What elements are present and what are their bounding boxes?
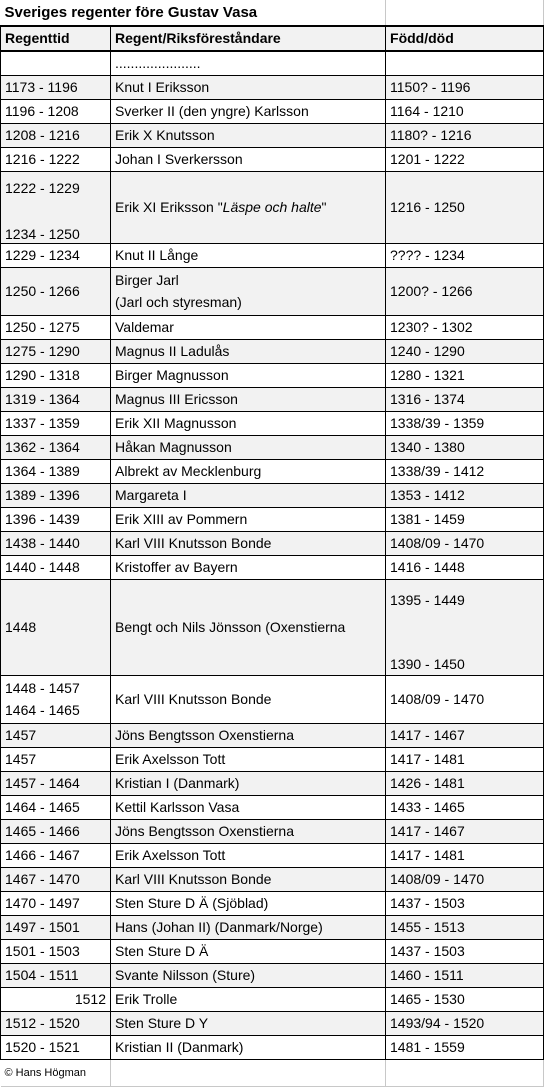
born-died-cell: 1340 - 1380 <box>386 436 544 460</box>
table-row <box>1 532 544 556</box>
born-died-cell: 1417 - 1481 <box>386 748 544 772</box>
born-died-cell: 1417 - 1481 <box>386 844 544 868</box>
table-row <box>1 940 544 964</box>
born-died-cell: 1437 - 1503 <box>386 892 544 916</box>
period-line-2: 1234 - 1250 <box>5 226 80 242</box>
table-row <box>1 916 544 940</box>
born-died-line-1: 1395 - 1449 <box>390 592 465 608</box>
table-row <box>1 268 544 316</box>
regent-cell: Karl VIII Knutsson Bonde <box>111 676 386 724</box>
period-cell: 1466 - 1467 <box>1 844 111 868</box>
born-died-cell: 1230? - 1302 <box>386 316 544 340</box>
regent-name: Erik XI Eriksson " <box>115 199 223 215</box>
born-died-cell: 1338/39 - 1412 <box>386 460 544 484</box>
regent-cell: Magnus III Ericsson <box>111 388 386 412</box>
period-cell: 1512 - 1520 <box>1 1012 111 1036</box>
born-died-cell: 1417 - 1467 <box>386 820 544 844</box>
table-row <box>1 724 544 748</box>
regent-cell: Karl VIII Knutsson Bonde <box>111 532 386 556</box>
born-died-cell: 1465 - 1530 <box>386 988 544 1012</box>
header-period: Regenttid <box>1 26 111 51</box>
regent-cell: Sten Sture D Ä <box>111 940 386 964</box>
table-row <box>1 508 544 532</box>
regent-cell: Håkan Magnusson <box>111 436 386 460</box>
table-row <box>1 364 544 388</box>
regent-cell: Erik Axelsson Tott <box>111 844 386 868</box>
born-died-cell: 1150? - 1196 <box>386 76 544 100</box>
period-cell: 1438 - 1440 <box>1 532 111 556</box>
period-cell: 1464 - 1465 <box>1 796 111 820</box>
period-cell: 1512 <box>1 988 111 1012</box>
table-row <box>1 484 544 508</box>
regent-cell: Kristoffer av Bayern <box>111 556 386 580</box>
table-row <box>1 340 544 364</box>
table-row <box>1 1036 544 1060</box>
regent-cell: Valdemar <box>111 316 386 340</box>
born-died-cell: 1493/94 - 1520 <box>386 1012 544 1036</box>
born-died-cell: 1416 - 1448 <box>386 556 544 580</box>
regent-cell <box>111 172 386 244</box>
period-cell: 1337 - 1359 <box>1 412 111 436</box>
regent-cell: Bengt och Nils Jönsson (Oxenstierna <box>111 580 386 676</box>
born-died-cell: 1338/39 - 1359 <box>386 412 544 436</box>
regent-cell: Sten Sture D Ä (Sjöblad) <box>111 892 386 916</box>
period-cell: 1208 - 1216 <box>1 124 111 148</box>
regent-cell: Jöns Bengtsson Oxenstierna <box>111 724 386 748</box>
table-row <box>1 796 544 820</box>
regent-line-1: Birger Jarl <box>115 272 179 288</box>
born-died-cell <box>386 51 544 76</box>
period-cell: 1465 - 1466 <box>1 820 111 844</box>
header-regent: Regent/Riksföreståndare <box>111 26 386 51</box>
period-cell: 1275 - 1290 <box>1 340 111 364</box>
period-cell: 1504 - 1511 <box>1 964 111 988</box>
table-row <box>1 388 544 412</box>
table-row <box>1 844 544 868</box>
regent-cell: Hans (Johan II) (Danmark/Norge) <box>111 916 386 940</box>
born-died-cell: ???? - 1234 <box>386 244 544 268</box>
born-died-cell: 1408/09 - 1470 <box>386 532 544 556</box>
regent-cell: Kettil Karlsson Vasa <box>111 796 386 820</box>
born-died-line-2: 1390 - 1450 <box>390 656 465 672</box>
table-row <box>1 51 544 76</box>
regent-cell: Erik Axelsson Tott <box>111 748 386 772</box>
regent-cell: Johan I Sverkersson <box>111 148 386 172</box>
born-died-cell: 1316 - 1374 <box>386 388 544 412</box>
regent-line-2: (Jarl och styresman) <box>115 294 242 310</box>
period-cell: 1173 - 1196 <box>1 76 111 100</box>
table-row <box>1 868 544 892</box>
regent-cell: Knut II Långe <box>111 244 386 268</box>
table-row <box>1 772 544 796</box>
empty-cell <box>386 1060 544 1087</box>
table-row <box>1 76 544 100</box>
period-cell: 1250 - 1275 <box>1 316 111 340</box>
empty-cell <box>386 0 544 26</box>
regent-cell: Magnus II Ladulås <box>111 340 386 364</box>
born-died-cell: 1200? - 1266 <box>386 268 544 316</box>
table-row <box>1 964 544 988</box>
born-died-cell: 1180? - 1216 <box>386 124 544 148</box>
table-row <box>1 436 544 460</box>
period-cell: 1364 - 1389 <box>1 460 111 484</box>
period-line-1: 1222 - 1229 <box>5 180 80 196</box>
table-row <box>1 244 544 268</box>
period-cell: 1470 - 1497 <box>1 892 111 916</box>
period-cell: 1467 - 1470 <box>1 868 111 892</box>
table-row <box>1 988 544 1012</box>
regent-cell: Knut I Eriksson <box>111 76 386 100</box>
period-cell <box>1 51 111 76</box>
period-cell: 1216 - 1222 <box>1 148 111 172</box>
regent-cell: Albrekt av Mecklenburg <box>111 460 386 484</box>
table-row <box>1 820 544 844</box>
period-cell <box>1 676 111 724</box>
period-cell: 1396 - 1439 <box>1 508 111 532</box>
born-died-cell: 1455 - 1513 <box>386 916 544 940</box>
period-cell: 1520 - 1521 <box>1 1036 111 1060</box>
period-cell <box>1 172 111 244</box>
regent-cell: Sverker II (den yngre) Karlsson <box>111 100 386 124</box>
copyright-note: © Hans Högman <box>1 1060 111 1087</box>
period-cell: 1497 - 1501 <box>1 916 111 940</box>
period-cell: 1389 - 1396 <box>1 484 111 508</box>
table-row <box>1 124 544 148</box>
born-died-cell: 1417 - 1467 <box>386 724 544 748</box>
regent-cell: Margareta I <box>111 484 386 508</box>
regent-quote-end: " <box>321 199 327 215</box>
period-cell: 1457 <box>1 748 111 772</box>
regent-cell: Sten Sture D Y <box>111 1012 386 1036</box>
table-row <box>1 148 544 172</box>
table-row <box>1 316 544 340</box>
born-died-cell: 1408/09 - 1470 <box>386 868 544 892</box>
table-row <box>1 412 544 436</box>
table-row <box>1 1012 544 1036</box>
table-row <box>1 172 544 244</box>
period-cell: 1448 <box>1 580 111 676</box>
regent-cell: Erik Trolle <box>111 988 386 1012</box>
table-row <box>1 556 544 580</box>
born-died-cell: 1426 - 1481 <box>386 772 544 796</box>
period-cell: 1457 - 1464 <box>1 772 111 796</box>
born-died-cell: 1481 - 1559 <box>386 1036 544 1060</box>
born-died-cell: 1353 - 1412 <box>386 484 544 508</box>
period-cell: 1362 - 1364 <box>1 436 111 460</box>
table-row <box>1 460 544 484</box>
born-died-cell: 1164 - 1210 <box>386 100 544 124</box>
table-row <box>1 580 544 676</box>
born-died-cell: 1381 - 1459 <box>386 508 544 532</box>
table-row <box>1 676 544 724</box>
regent-cell: Kristian II (Danmark) <box>111 1036 386 1060</box>
regent-cell: Svante Nilsson (Sture) <box>111 964 386 988</box>
born-died-cell: 1216 - 1250 <box>386 172 544 244</box>
period-cell: 1319 - 1364 <box>1 388 111 412</box>
regent-cell <box>111 268 386 316</box>
period-cell: 1501 - 1503 <box>1 940 111 964</box>
born-died-cell: 1460 - 1511 <box>386 964 544 988</box>
period-cell: 1229 - 1234 <box>1 244 111 268</box>
period-line-2: 1464 - 1465 <box>5 702 80 718</box>
table-row <box>1 100 544 124</box>
regent-cell: Jöns Bengtsson Oxenstierna <box>111 820 386 844</box>
born-died-cell: 1437 - 1503 <box>386 940 544 964</box>
period-cell: 1250 - 1266 <box>1 268 111 316</box>
table-title: Sveriges regenter före Gustav Vasa <box>1 0 386 26</box>
regent-cell: Kristian I (Danmark) <box>111 772 386 796</box>
regent-cell: Karl VIII Knutsson Bonde <box>111 868 386 892</box>
born-died-cell: 1280 - 1321 <box>386 364 544 388</box>
born-died-cell <box>386 580 544 676</box>
regent-cell: ...................... <box>111 51 386 76</box>
period-cell: 1196 - 1208 <box>1 100 111 124</box>
period-cell: 1290 - 1318 <box>1 364 111 388</box>
regent-cell: Erik X Knutsson <box>111 124 386 148</box>
regent-cell: Erik XII Magnusson <box>111 412 386 436</box>
table-row <box>1 892 544 916</box>
born-died-cell: 1201 - 1222 <box>386 148 544 172</box>
born-died-cell: 1240 - 1290 <box>386 340 544 364</box>
table-row <box>1 748 544 772</box>
header-born-died: Född/död <box>386 26 544 51</box>
born-died-cell: 1408/09 - 1470 <box>386 676 544 724</box>
period-cell: 1440 - 1448 <box>1 556 111 580</box>
empty-cell <box>111 1060 386 1087</box>
regent-cell: Birger Magnusson <box>111 364 386 388</box>
period-cell: 1457 <box>1 724 111 748</box>
regent-cell: Erik XIII av Pommern <box>111 508 386 532</box>
regent-nickname: Läspe och halte <box>222 199 322 215</box>
born-died-cell: 1433 - 1465 <box>386 796 544 820</box>
period-line-1: 1448 - 1457 <box>5 680 80 696</box>
